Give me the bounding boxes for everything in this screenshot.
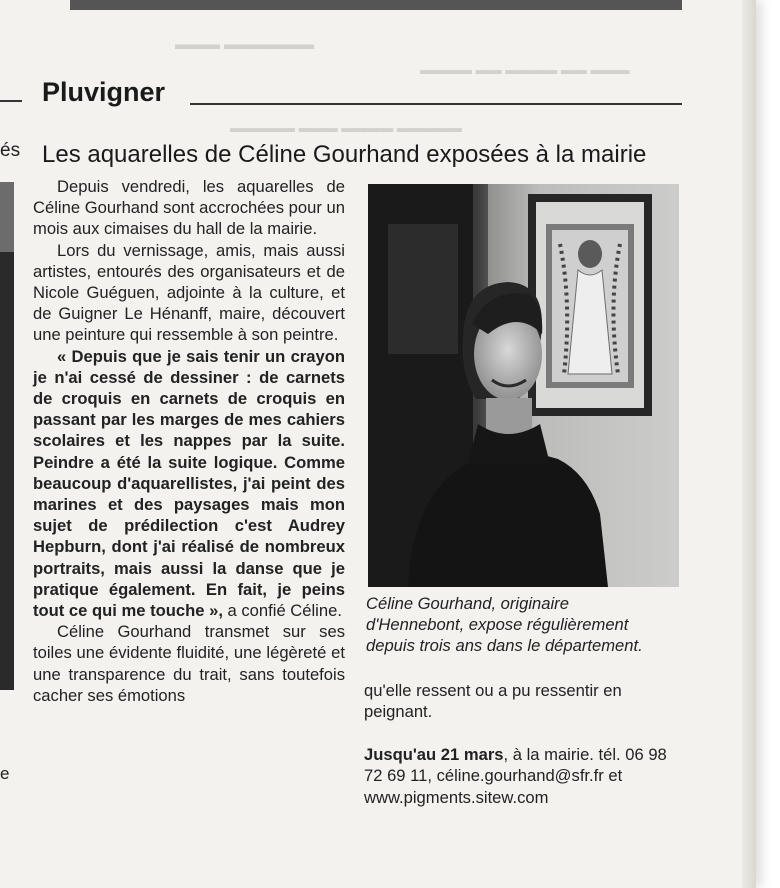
section-title: Pluvigner [42, 77, 166, 107]
section-rule [190, 103, 682, 105]
body-paragraph: Depuis vendredi, les aquarelles de Céline Gourhand sont accrochées pour un mois aux cimaises du hall de la mairie. [33, 177, 345, 239]
page-edge [742, 0, 756, 888]
photo-artist-with-painting [368, 184, 679, 587]
top-photo-strip [70, 0, 682, 10]
adjacent-column-fragment: e [0, 764, 10, 783]
bleed-through-text: ▬▬▬ ▬▬▬▬▬▬ [175, 36, 315, 53]
body-paragraph: Lors du vernissage, amis, mais aussi artistes, entourés des organisateurs et de Nicole Guéguen, adjointe à la culture, et de Guigner Le Hénanff, maire, découvert une peinture qui ressemble à son peintre. [33, 240, 345, 345]
adjacent-photo-edge-top [0, 182, 14, 252]
practical-info [364, 744, 684, 808]
body-paragraph: Céline Gourhand transmet sur ses toiles une évidente fluidité, une légèreté et une transparence du trait, sans toutefois cacher ses émotions [33, 622, 345, 705]
caption-line: Céline Gourhand, originaire [366, 594, 569, 613]
quote-paragraph [33, 346, 345, 622]
adjacent-photo-edge [0, 182, 14, 690]
artist-quote: « Depuis que je sais tenir un crayon je n'ai cessé de dessiner : de carnets de croquis en carnets de croquis en passant par les marges de mes cahiers scolaires et les nappes par la suite. Peindre a été la suite logique. Comme beaucoup d'aquarellistes, j'ai peint des marines et des paysages mais mon sujet de prédilection c'est Audrey Hepburn, dont j'ai réalisé de nombreux portraits, mais aussi la danse que je pratique également. En fait, je peins tout ce qui me touche », [33, 346, 345, 621]
article-photo [368, 184, 679, 587]
caption-line: depuis trois ans dans le département. [366, 636, 643, 655]
photo-caption [366, 593, 666, 656]
quote-attribution: a confié Céline. [222, 601, 342, 621]
article-headline: Les aquarelles de Céline Gourhand exposées à la mairie [42, 141, 647, 168]
article-body [33, 176, 345, 706]
section-rule-left [0, 100, 22, 102]
continuation-text: qu'elle ressent ou a pu ressentir en peignant. [364, 681, 622, 722]
info-contact: , à la mairie. tél. 06 98 72 69 11, céline.gourhand@sfr.fr et www.pigments.sitew.com [364, 744, 667, 807]
adjacent-column-fragment: és [0, 140, 21, 161]
bleed-through-text: ▬▬▬▬ ▬▬ ▬▬▬▬ ▬▬ ▬▬▬ [420, 62, 630, 77]
caption-line: d'Hennebont, expose régulièrement [366, 615, 629, 634]
bleed-through-text: ▬▬▬▬▬ ▬▬▬ ▬▬▬▬ ▬▬▬▬▬ [230, 120, 462, 135]
info-dates: Jusqu'au 21 mars [364, 744, 504, 764]
article-continuation [364, 680, 684, 808]
